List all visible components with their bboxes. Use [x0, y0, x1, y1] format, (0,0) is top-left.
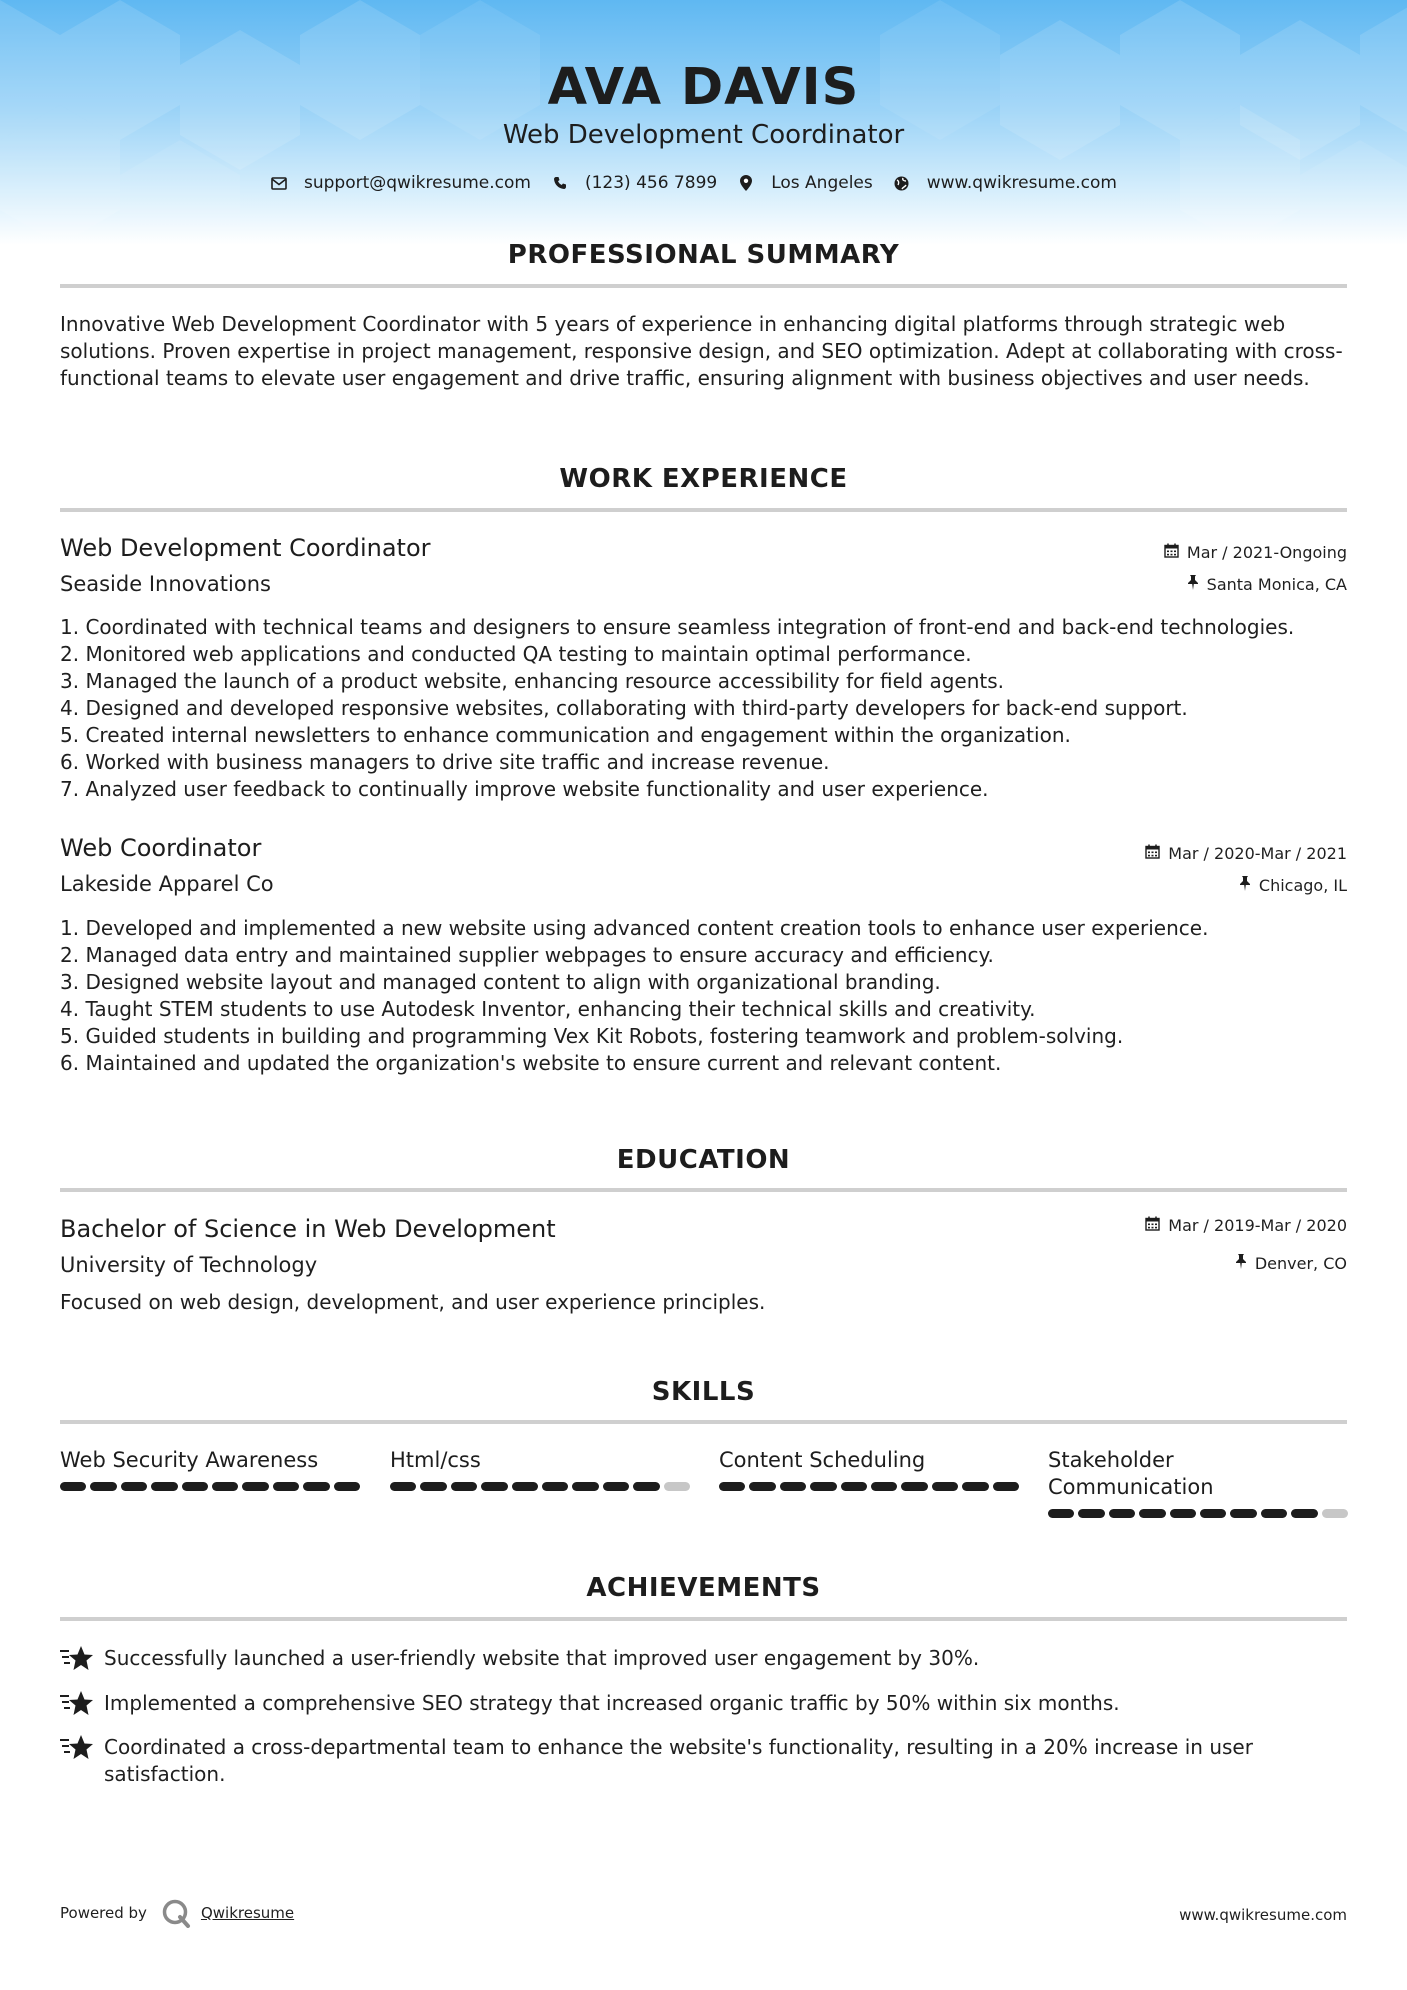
skill-segment-filled: [901, 1482, 927, 1491]
skill-segment-filled: [273, 1482, 299, 1491]
list-item: 1. Coordinated with technical teams and designers to ensure seamless integration of front-end and back-end technologies.: [60, 615, 1295, 639]
education-description: Focused on web design, development, and user experience principles.: [60, 1290, 766, 1314]
candidate-name: AVA DAVIS: [547, 58, 860, 117]
skill-segment-filled: [542, 1482, 568, 1491]
achievement-text: Successfully launched a user-friendly website that improved user engagement by 30%.: [104, 1646, 980, 1670]
contact-location: Los Angeles: [771, 173, 873, 193]
list-item: 3. Designed website layout and managed content to align with organizational branding.: [60, 970, 941, 994]
education-location: [1235, 1254, 1347, 1273]
list-item: 2. Monitored web applications and conducted QA testing to maintain optimal performance.: [60, 642, 972, 666]
job-location: [1187, 575, 1347, 594]
candidate-headline: Web Development Coordinator: [502, 120, 905, 150]
skill-segment-filled: [512, 1482, 538, 1491]
skill-segment-filled: [572, 1482, 598, 1491]
achievement-text: Implemented a comprehensive SEO strategy that increased organic traffic by 50% within six months.: [104, 1691, 1120, 1715]
qwikresume-link[interactable]: Qwikresume: [200, 1904, 295, 1922]
list-item: 1. Developed and implemented a new website using advanced content creation tools to enhance user experience.: [60, 916, 1209, 940]
skill-segment-filled: [993, 1482, 1019, 1491]
skill-segment-filled: [810, 1482, 836, 1491]
summary-text: Innovative Web Development Coordinator with 5 years of experience in enhancing digital platforms through strategic web solutions. Proven expertise in project management, responsive design, and SEO optimization. Adept at collaborating with cross-functional teams to elevate user engagement and drive traffic, ensuring alignment with business objectives and user needs.: [60, 312, 1343, 390]
qwikresume-logo-icon: [161, 1898, 191, 1928]
skill-segment-filled: [1139, 1509, 1165, 1518]
pushpin-icon: [1235, 1254, 1247, 1273]
contact-email[interactable]: support@qwikresume.com: [304, 173, 531, 193]
calendar-icon: [1145, 844, 1160, 863]
skill-segment-filled: [633, 1482, 659, 1491]
list-item: 4. Designed and developed responsive websites, collaborating with third-party developers for back-end support.: [60, 696, 1188, 720]
skill-segment-filled: [749, 1482, 775, 1491]
skill-segment-filled: [481, 1482, 507, 1491]
education-dates-text: Mar / 2019-Mar / 2020: [1168, 1216, 1347, 1235]
skill-segment-filled: [1200, 1509, 1226, 1518]
job-bullets: [60, 915, 1350, 1077]
contact-phone: (123) 456 7899: [584, 173, 718, 193]
skill-segment-filled: [334, 1482, 360, 1491]
star-icon: [60, 1690, 94, 1718]
skill-segment-filled: [1230, 1509, 1256, 1518]
contact-bar: [0, 173, 1407, 193]
experience-heading: WORK EXPERIENCE: [559, 464, 848, 494]
skill-segment-filled: [719, 1482, 745, 1491]
calendar-icon: [1145, 1216, 1160, 1235]
powered-by-label: Powered by: [60, 1904, 147, 1922]
footer-url[interactable]: www.qwikresume.com: [1179, 1906, 1347, 1924]
globe-icon: [893, 174, 911, 192]
skill-segment-filled: [420, 1482, 446, 1491]
summary-heading: PROFESSIONAL SUMMARY: [507, 240, 900, 270]
list-item: 7. Analyzed user feedback to continually improve website functionality and user experience.: [60, 777, 989, 801]
skill-segment-filled: [182, 1482, 208, 1491]
list-item: 5. Created internal newsletters to enhance communication and engagement within the organization.: [60, 723, 1071, 747]
skills-heading: SKILLS: [651, 1377, 756, 1407]
job-dates-text: Mar / 2021-Ongoing: [1186, 543, 1347, 562]
skill-name: Stakeholder Communication: [1048, 1448, 1214, 1499]
job-title: Web Development Coordinator: [60, 534, 431, 562]
skills-divider: [60, 1420, 1347, 1424]
skill-item: [60, 1447, 360, 1491]
job-location: [1239, 876, 1347, 895]
skill-segment-filled: [962, 1482, 988, 1491]
job-dates: [1145, 844, 1347, 863]
skill-segment-filled: [212, 1482, 238, 1491]
calendar-icon: [1164, 543, 1179, 562]
skill-segment-empty: [664, 1482, 690, 1491]
skill-segment-filled: [390, 1482, 416, 1491]
skill-name: Html/css: [390, 1448, 481, 1472]
skill-level-bar: [390, 1482, 690, 1491]
achievement-text: Coordinated a cross-departmental team to enhance the website's functionality, resulting in a 20% increase in user satisfaction.: [104, 1735, 1253, 1786]
skill-segment-filled: [121, 1482, 147, 1491]
skill-segment-filled: [242, 1482, 268, 1491]
skill-segment-filled: [303, 1482, 329, 1491]
skill-segment-empty: [1322, 1509, 1348, 1518]
map-pin-icon: [737, 174, 755, 192]
education-location-text: Denver, CO: [1254, 1254, 1347, 1273]
job-dates: [1164, 543, 1347, 562]
skill-level-bar: [719, 1482, 1019, 1491]
job-location-text: Santa Monica, CA: [1206, 575, 1347, 594]
job-company: Seaside Innovations: [60, 572, 271, 596]
skill-segment-filled: [1109, 1509, 1135, 1518]
skill-segment-filled: [151, 1482, 177, 1491]
phone-icon: [551, 174, 569, 192]
skill-item: [1048, 1447, 1348, 1518]
achievements-divider: [60, 1617, 1347, 1621]
star-icon: [60, 1734, 94, 1762]
skill-segment-filled: [1048, 1509, 1074, 1518]
contact-website[interactable]: www.qwikresume.com: [926, 173, 1117, 193]
skill-name: Content Scheduling: [719, 1448, 926, 1472]
achievement-item: [60, 1690, 1350, 1718]
pushpin-icon: [1187, 575, 1199, 594]
education-dates: [1145, 1216, 1347, 1235]
job-company: Lakeside Apparel Co: [60, 872, 274, 896]
list-item: 4. Taught STEM students to use Autodesk Inventor, enhancing their technical skills and creativity.: [60, 997, 1036, 1021]
education-heading: EDUCATION: [616, 1145, 791, 1175]
summary-divider: [60, 284, 1347, 288]
list-item: 2. Managed data entry and maintained supplier webpages to ensure accuracy and efficiency.: [60, 943, 994, 967]
job-location-text: Chicago, IL: [1258, 876, 1347, 895]
job-dates-text: Mar / 2020-Mar / 2021: [1168, 844, 1347, 863]
school-name: University of Technology: [60, 1253, 318, 1277]
skill-level-bar: [60, 1482, 360, 1491]
list-item: 3. Managed the launch of a product website, enhancing resource accessibility for field agents.: [60, 669, 1005, 693]
star-icon: [60, 1645, 94, 1673]
footer-powered-by: [60, 1898, 294, 1928]
skill-item: [390, 1447, 690, 1491]
skill-segment-filled: [451, 1482, 477, 1491]
skill-name: Web Security Awareness: [60, 1448, 319, 1472]
job-title: Web Coordinator: [60, 834, 262, 862]
achievement-item: [60, 1645, 1350, 1673]
job-bullets: [60, 614, 1350, 803]
achievement-item: [60, 1734, 1350, 1788]
skill-segment-filled: [1078, 1509, 1104, 1518]
achievements-heading: ACHIEVEMENTS: [586, 1573, 821, 1603]
list-item: 6. Worked with business managers to drive site traffic and increase revenue.: [60, 750, 830, 774]
skill-segment-filled: [603, 1482, 629, 1491]
list-item: 5. Guided students in building and programming Vex Kit Robots, fostering teamwork and problem-solving.: [60, 1024, 1124, 1048]
skill-segment-filled: [841, 1482, 867, 1491]
skill-segment-filled: [1170, 1509, 1196, 1518]
degree-title: Bachelor of Science in Web Development: [60, 1215, 556, 1243]
skill-segment-filled: [1261, 1509, 1287, 1518]
skill-item: [719, 1447, 1019, 1491]
pushpin-icon: [1239, 876, 1251, 895]
skill-segment-filled: [932, 1482, 958, 1491]
skill-level-bar: [1048, 1509, 1348, 1518]
skill-segment-filled: [60, 1482, 86, 1491]
skill-segment-filled: [90, 1482, 116, 1491]
envelope-icon: [270, 174, 288, 192]
list-item: 6. Maintained and updated the organization's website to ensure current and relevant content.: [60, 1051, 1002, 1075]
skill-segment-filled: [1291, 1509, 1317, 1518]
experience-divider: [60, 508, 1347, 512]
education-divider: [60, 1188, 1347, 1192]
skill-segment-filled: [871, 1482, 897, 1491]
skill-segment-filled: [780, 1482, 806, 1491]
